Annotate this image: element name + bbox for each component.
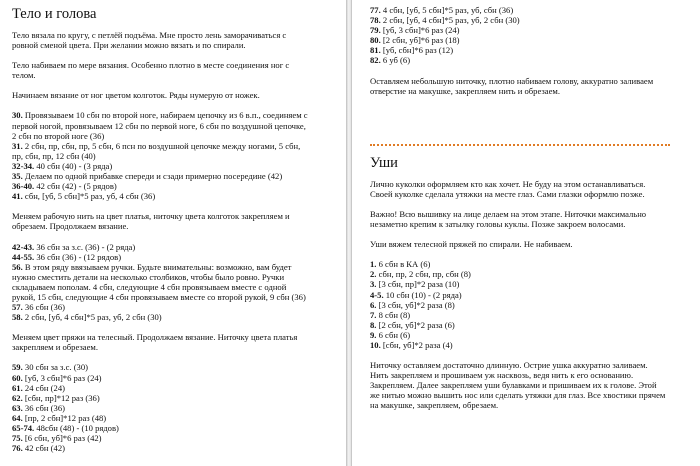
row-number: 7. [370,309,377,320]
row-number: 57. [12,302,23,313]
row-instruction: 36 сбн (36) [22,302,65,313]
text-line: Начинаем вязание от ног цветом колготок. Ряды нумерую от ножек. [12,90,260,101]
row-number: 63. [12,402,23,413]
row-instruction: 36 сбн (36) - (12 рядов) [34,251,122,262]
row-instruction: 24 сбн (24) [22,382,65,393]
pattern-row [12,141,338,151]
row-number: 1. [370,259,377,270]
text-line: Важно! Всю вышивку на лице делаем на этом этапе. Ниточки максимально [370,208,647,219]
row-instruction: [уб, 3 сбн]*6 раз (24) [380,25,460,36]
row-number: 78. [370,15,381,26]
pattern-rows-head-end [370,5,692,66]
row-instruction: 6 сбн (6) [376,329,411,340]
pattern-rows-head [12,362,338,453]
pattern-row [12,373,338,383]
row-number: 82. [370,55,381,66]
pattern-row [12,151,338,161]
row-instruction: 30 сбн за з.с. (30) [22,362,89,373]
row-number: 44-55. [12,251,35,262]
pattern-row [12,443,338,453]
row-number: 3. [370,279,377,290]
pattern-row [12,181,338,191]
text-line: Ниточку оставляем достаточно длинную. Острие ушка аккуратно заливаем. [370,360,648,371]
row-instruction: рукой, 15 сбн, следующие 4 сбн провязываем вместе со второй рукой, 9 сбн (36) [12,291,306,302]
row-number: 56. [12,261,23,272]
row-number: 8. [370,319,377,330]
row-instruction: 36 сбн за з.с. (36) - (2 ряда) [34,241,136,252]
intro-paragraph-3 [12,90,338,100]
pattern-row [12,191,338,201]
row-instruction: [уб, 3 сбн]*6 раз (24) [22,372,102,383]
pattern-row [370,25,692,35]
row-instruction: [пр, 2 сбн]*12 раз (48) [22,412,107,423]
row-instruction: [6 сбн, уб]*6 раз (42) [22,433,102,444]
text-line: на макушке, закрепляем, обрезаем. [370,400,499,411]
row-number: 76. [12,443,23,454]
row-number: 64. [12,412,23,423]
row-number: 6. [370,299,377,310]
row-instruction: [сбн, пр]*12 раз (36) [22,392,100,403]
row-number: 60. [12,372,23,383]
row-instruction: первой ногой, провязываем 12 сбн по первой ноге, 6 сбн по воздушной цепочке, [12,120,306,131]
intro-paragraph-2 [12,60,338,80]
row-number: 62. [12,392,23,403]
row-number: 59. [12,362,23,373]
text-line: Меняем рабочую нить на цвет платья, ниточку цвета колготок закрепляем и [12,211,290,222]
right-page [352,0,700,466]
row-number: 81. [370,45,381,56]
pattern-row [370,259,692,269]
ears-paragraph-1 [370,179,692,199]
row-instruction: 2 сбн по второй ноге (36) [12,130,105,141]
pattern-row [12,242,338,252]
row-instruction: В этом ряду ввязываем ручки. Будьте внимательны: возможно, вам будет [22,261,292,272]
row-instruction: пр, сбн, пр, 12 сбн (40) [12,150,96,161]
text-line: Нить закрепляем и прошиваем уж насквозь, ведя нить к его основанию. [370,370,634,381]
row-instruction: [2 сбн, уб]*6 раз (18) [380,35,460,46]
row-instruction: 2 сбн, пр, сбн, пр, 5 сбн, 6 псн по воздушной цепочке между ногами, 5 сбн, [22,140,301,151]
pattern-row [12,413,338,423]
pattern-row [370,55,692,65]
pattern-row [12,282,338,292]
row-number: 10. [370,339,381,350]
row-instruction: 8 сбн (8) [376,309,411,320]
section-title-ears: Уши [370,154,398,171]
pattern-row [12,383,338,393]
pattern-row [370,5,692,15]
pattern-row [12,252,338,262]
pattern-row [12,262,338,272]
pattern-row [12,272,338,282]
row-instruction: Провязываем 10 сбн по второй ноге, набираем цепочку из 6 в.п., соединяем с [22,110,308,121]
row-instruction: 42 сбн (42) [22,443,65,454]
pattern-row [370,340,692,350]
row-number: 80. [370,35,381,46]
pattern-row [370,269,692,279]
row-instruction: 2 сбн, [уб, 4 сбн]*5 раз, уб, 2 сбн (30) [380,15,520,26]
text-line: Оставляем небольшую ниточку, плотно набиваем голову, аккуратно заливаем [370,75,654,86]
pattern-row [370,15,692,25]
row-instruction: складываем пополам. 4 сбн, следующие 4 сбн провязываем вместе с одной [12,281,287,292]
row-instruction: 6 сбн в КА (6) [376,259,431,270]
final-paragraph [370,360,692,410]
ears-paragraph-2 [370,209,692,229]
pattern-row [370,320,692,330]
text-line: ровной сменой цвета. При желании можно вязать и по спирали. [12,40,246,51]
pattern-row [12,312,338,322]
row-number: 30. [12,110,23,121]
pattern-row [370,279,692,289]
row-instruction: [сбн, уб]*2 раза (4) [380,339,453,350]
section-title-body-head: Тело и голова [12,6,97,22]
row-instruction: 36 сбн (36) [22,402,65,413]
section-separator [370,144,670,146]
text-line: Лично куколки оформляем кто как хочет. Не буду на этом останавливаться. [370,178,646,189]
text-line: Тело набиваем по мере вязания. Особенно плотно в месте соединения ног с [12,60,290,71]
pattern-row [12,433,338,443]
left-page [0,0,346,466]
row-number: 77. [370,5,381,15]
row-number: 61. [12,382,23,393]
pattern-row [12,171,338,181]
text-line: Уши вяжем телесной пряжей по спирали. Не набиваем. [370,239,573,250]
row-instruction: 10 сбн (10) - (2 ряда) [383,289,462,300]
pattern-rows-body [12,110,338,201]
pattern-row [12,302,338,312]
row-instruction: 4 сбн, [уб, 5 сбн]*5 раз, уб, сбн (36) [380,5,514,15]
row-instruction: сбн, пр, 2 сбн, пр, сбн (8) [376,269,471,280]
row-number: 35. [12,171,23,182]
row-number: 9. [370,329,377,340]
row-instruction: [2 сбн, уб]*2 раза (6) [376,319,455,330]
row-number: 58. [12,312,23,323]
row-instruction: [3 сбн, пр]*2 раза (10) [376,279,460,290]
row-number: 32-34. [12,160,35,171]
text-line: Закрепляем. Далее закрепляем уши булавками и пришиваем их к голове. Этой [370,380,657,391]
row-instruction: 42 сбн (42) - (5 рядов) [34,181,117,192]
color-change-paragraph-1 [12,211,338,231]
row-number: 4-5. [370,289,384,300]
ears-paragraph-3 [370,239,692,249]
text-line: Своей куколке сделала утяжки на месте глаз. Сами глазки оформлю позже. [370,188,645,199]
row-instruction: [уб, сбн]*6 раз (12) [380,45,454,56]
text-line: обрезаем. Продолжаем вязание. [12,221,129,232]
pattern-row [370,330,692,340]
pattern-rows-ears [370,259,692,350]
pattern-row [370,310,692,320]
row-instruction: сбн, [уб, 5 сбн]*5 раз, уб, 4 сбн (36) [22,191,156,202]
row-number: 65-74. [12,423,35,433]
text-line: же нитью можно вышить нос или сделать утяжки для глаз. Все хвостики прячем [370,390,666,401]
row-instruction: нужно сместить детали на несколько столбиков, чтобы было ровно. Ручки [12,271,285,282]
row-number: 36-40. [12,181,35,192]
row-instruction: Делаем по одной прибавке спереди и сзади примерно посередине (42) [22,171,283,182]
pattern-row [12,121,338,131]
text-line: телом. [12,70,36,81]
pattern-row [12,292,338,302]
row-instruction: [3 сбн, уб]*2 раза (8) [376,299,455,310]
text-line: незаметно крепим к затылку головы куклы. Позже закроем волосами. [370,219,626,230]
pattern-rows-dress [12,242,338,323]
pattern-row [370,300,692,310]
text-line: закрепляем и обрезаем. [12,342,98,353]
pattern-row [370,290,692,300]
row-number: 79. [370,25,381,36]
row-number: 41. [12,191,23,202]
text-line: Меняем цвет пряжи на телесный. Продолжаем вязание. Ниточку цвета платья [12,332,298,343]
intro-paragraph-1 [12,30,338,50]
pattern-row [370,45,692,55]
pattern-row [12,403,338,413]
row-instruction: 40 сбн (40) - (3 ряда) [34,160,113,171]
row-number: 75. [12,433,23,444]
row-instruction: 48сбн (48) - (10 рядов) [34,423,119,433]
pattern-row [12,423,338,433]
pattern-row [12,131,338,141]
row-instruction: 6 уб (6) [380,55,411,66]
text-line: отверстие на макушке, закрепляем нить и обрезаем. [370,85,560,96]
pattern-row [12,393,338,403]
row-number: 2. [370,269,377,280]
row-number: 31. [12,140,23,151]
text-line: Тело вязала по кругу, с петлёй подъёма. Мне просто лень заморачиваться с [12,30,287,40]
row-number: 42-43. [12,241,35,252]
color-change-paragraph-2 [12,332,338,352]
closing-paragraph [370,76,692,96]
pattern-row [12,362,338,372]
pattern-row [370,35,692,45]
pattern-row [12,110,338,120]
pattern-row [12,161,338,171]
row-instruction: 2 сбн, [уб, 4 сбн]*5 раз, уб, 2 сбн (30) [22,312,162,323]
